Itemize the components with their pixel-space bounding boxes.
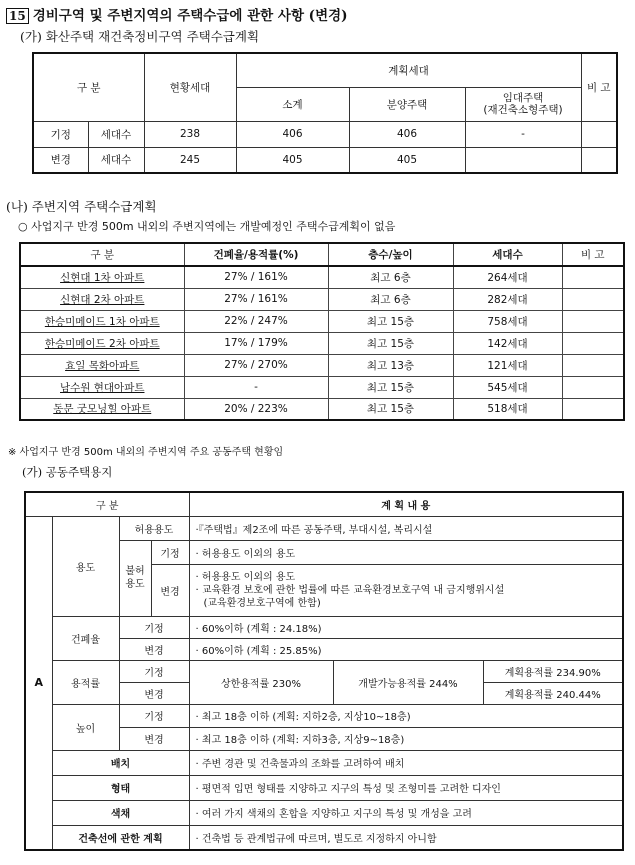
t3-allowed: 허용용도 — [119, 516, 189, 540]
t1-row-unit: 세대수 — [88, 121, 144, 147]
housing-supply-table — [32, 52, 618, 174]
table-row — [20, 354, 624, 376]
t3-dis-change: 변경 — [151, 564, 189, 616]
t1-row-label: 변경 — [33, 147, 88, 173]
t3-color-text: · 여러 가지 색채의 혼합을 지양하고 지구의 특성 및 개성을 고려 — [189, 800, 623, 825]
table-row — [20, 288, 624, 310]
subsection-title-na: (나) 주변지역 주택수급계획 — [6, 199, 157, 214]
t3-bcr-existing-label: 기정 — [119, 616, 189, 638]
t2-note — [562, 288, 624, 310]
t2-ratio: 27% / 161% — [184, 266, 328, 288]
t3-far: 용적률 — [52, 660, 119, 704]
t1-row-subtotal: 406 — [236, 121, 349, 147]
t1-header-sale: 분양주택 — [349, 87, 465, 121]
t2-name: 효일 목화아파트 — [20, 354, 184, 376]
t1-row-unit: 세대수 — [88, 147, 144, 173]
t3-layout-text: · 주변 경관 및 건축물과의 조화를 고려하여 배치 — [189, 750, 623, 775]
t3-allowed-text: ·『주택법』제2조에 따른 공동주택, 부대시설, 복리시설 — [189, 516, 623, 540]
t3-dis-existing: 기정 — [151, 540, 189, 564]
t2-note — [562, 332, 624, 354]
t2-units: 142세대 — [453, 332, 562, 354]
surrounding-housing-table — [19, 242, 625, 421]
t1-row-label: 기정 — [33, 121, 88, 147]
t2-floors: 최고 15층 — [328, 376, 453, 398]
t2-note — [562, 266, 624, 288]
t1-row-sale: 405 — [349, 147, 465, 173]
table-row — [20, 376, 624, 398]
t3-bcr: 건폐율 — [52, 616, 119, 660]
t2-note — [562, 376, 624, 398]
t2-header: 층수/높이 — [328, 243, 453, 266]
t2-header: 구 분 — [20, 243, 184, 266]
t3-disallowed: 불허 용도 — [119, 540, 151, 616]
t2-units: 518세대 — [453, 398, 562, 420]
table-row — [33, 121, 617, 147]
t2-units: 121세대 — [453, 354, 562, 376]
t1-header-note: 비 고 — [581, 53, 617, 121]
t1-row-rental — [465, 147, 581, 173]
t3-height-change-label: 변경 — [119, 727, 189, 750]
t2-ratio: 27% / 161% — [184, 288, 328, 310]
t3-dis-change-text1: · 허용용도 이외의 용도 — [195, 571, 296, 583]
t3-far-dev: 개발가능용적률 244% — [333, 660, 483, 704]
t3-height-existing: · 최고 18층 이하 (계획: 지하2층, 지상10~18층) — [189, 704, 623, 727]
t3-dis-change-text2: · 교육환경 보호에 관한 법률에 따른 교육환경보호구역 내 금지행위시설 — [195, 584, 505, 596]
t1-row-note — [581, 121, 617, 147]
t3-height: 높이 — [52, 704, 119, 750]
t2-note — [562, 354, 624, 376]
t2-name: 한승미메이드 1차 아파트 — [20, 310, 184, 332]
land-use-plan-table — [24, 491, 624, 851]
t3-far-existing-label: 기정 — [119, 660, 189, 682]
na-bullet-text: ○ 사업지구 반경 500m 내외의 주변지역에는 개발예정인 주택수급계획이 없음 — [18, 220, 396, 233]
t2-note — [562, 398, 624, 420]
t3-header-plan: 계 획 내 용 — [189, 492, 623, 516]
t1-row-sale: 406 — [349, 121, 465, 147]
t2-name: 동문 굿모닝힐 아파트 — [20, 398, 184, 420]
t1-row-subtotal: 405 — [236, 147, 349, 173]
t3-color: 색채 — [52, 800, 189, 825]
t3-dis-existing-text: · 허용용도 이외의 용도 — [189, 540, 623, 564]
t1-header-gubun: 구 분 — [33, 53, 144, 121]
t3-zone: A — [25, 516, 52, 850]
t2-floors: 최고 15층 — [328, 398, 453, 420]
t3-bcr-change-label: 변경 — [119, 638, 189, 660]
t3-dis-change-text3: (교육환경보호구역에 한함) — [203, 597, 321, 609]
t3-far-upper: 상한용적률 230% — [189, 660, 333, 704]
t2-header: 세대수 — [453, 243, 562, 266]
t2-name: 남수원 현대아파트 — [20, 376, 184, 398]
t3-far-plan-existing: 계획용적률 234.90% — [483, 660, 623, 682]
t3-form: 형태 — [52, 775, 189, 800]
t2-units: 758세대 — [453, 310, 562, 332]
t3-layout: 배치 — [52, 750, 189, 775]
t2-name: 신현대 2차 아파트 — [20, 288, 184, 310]
section-heading — [6, 4, 348, 24]
t2-ratio: 20% / 223% — [184, 398, 328, 420]
table-row — [20, 266, 624, 288]
t2-units: 545세대 — [453, 376, 562, 398]
table-row — [20, 310, 624, 332]
t3-bcr-change: · 60%이하 (계획 : 25.85%) — [189, 638, 623, 660]
t1-header-current: 현황세대 — [144, 53, 236, 121]
t1-row-current: 245 — [144, 147, 236, 173]
t3-far-plan-change: 계획용적률 240.44% — [483, 682, 623, 704]
t1-header-subtotal: 소계 — [236, 87, 349, 121]
t2-ratio: - — [184, 376, 328, 398]
t2-units: 264세대 — [453, 266, 562, 288]
t2-header: 건폐율/용적률(%) — [184, 243, 328, 266]
t1-header-plan: 계획세대 — [236, 53, 581, 87]
t3-form-text: · 평면적 입면 형태를 지양하고 지구의 특성 및 조형미를 고려한 디자인 — [189, 775, 623, 800]
t1-header-rental: 임대주택 (재건축소형주택) — [465, 87, 581, 121]
section-title: 경비구역 및 주변지역의 주택수급에 관한 사항 (변경) — [32, 8, 348, 24]
t3-use: 용도 — [52, 516, 119, 616]
t2-floors: 최고 15층 — [328, 332, 453, 354]
t3-setback: 건축선에 관한 계획 — [52, 825, 189, 850]
t3-setback-text: · 건축법 등 관계법규에 따르며, 별도로 지정하지 아니함 — [189, 825, 623, 850]
t3-height-change: · 최고 18층 이하 (계획: 지하3층, 지상9~18층) — [189, 727, 623, 750]
table-row — [33, 147, 617, 173]
t2-note — [562, 310, 624, 332]
t2-floors: 최고 13층 — [328, 354, 453, 376]
t2-header: 비 고 — [562, 243, 624, 266]
t3-header-gubun: 구 분 — [25, 492, 189, 516]
table-row — [20, 398, 624, 420]
t2-units: 282세대 — [453, 288, 562, 310]
subsection-title-ga: (가) 화산주택 재건축정비구역 주택수급계획 — [20, 29, 260, 44]
t2-name: 한승미메이드 2차 아파트 — [20, 332, 184, 354]
section-number: 15 — [6, 8, 29, 24]
t1-row-note — [581, 147, 617, 173]
t2-ratio: 22% / 247% — [184, 310, 328, 332]
t2-footnote: ※ 사업지구 반경 500m 내외의 주변지역 주요 공동주택 현황임 — [8, 447, 284, 458]
t1-row-current: 238 — [144, 121, 236, 147]
t2-ratio: 27% / 270% — [184, 354, 328, 376]
t2-floors: 최고 6층 — [328, 288, 453, 310]
t3-height-existing-label: 기정 — [119, 704, 189, 727]
t2-ratio: 17% / 179% — [184, 332, 328, 354]
t3-bcr-existing: · 60%이하 (계획 : 24.18%) — [189, 616, 623, 638]
t3-far-change-label: 변경 — [119, 682, 189, 704]
t2-name: 신현대 1차 아파트 — [20, 266, 184, 288]
subsection-title-ga2: (가) 공동주택용지 — [22, 465, 113, 479]
t2-floors: 최고 15층 — [328, 310, 453, 332]
t2-floors: 최고 6층 — [328, 266, 453, 288]
t1-row-rental: - — [465, 121, 581, 147]
t3-dis-change-cell — [189, 564, 623, 616]
table-row — [20, 332, 624, 354]
